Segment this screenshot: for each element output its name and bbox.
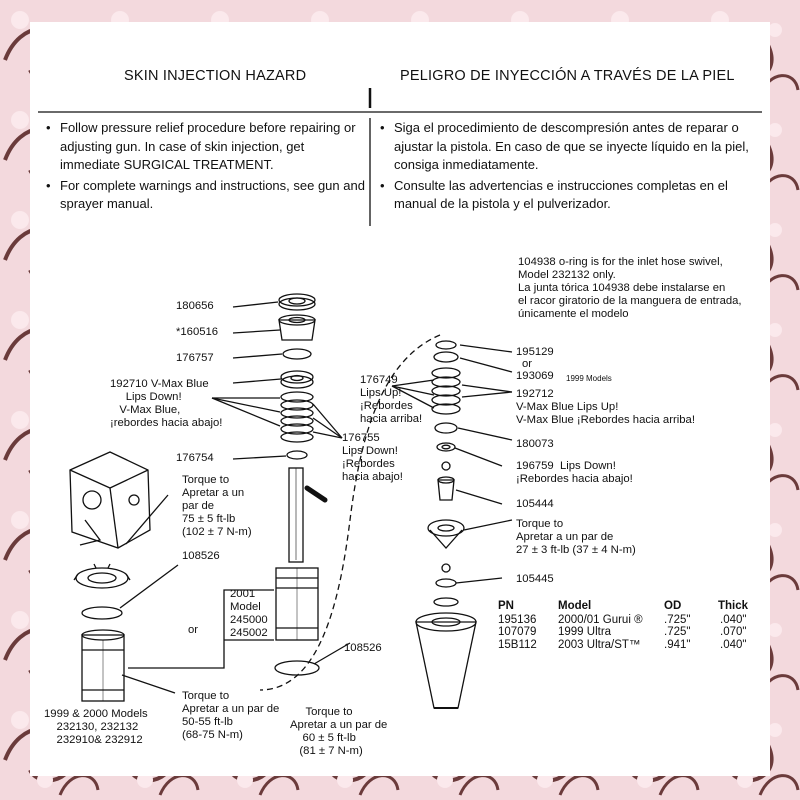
o-ring-108526a-icon [82, 607, 122, 619]
part-label-196759: 196759 Lips Down! ¡Rebordes hacia abajo! [516, 460, 633, 485]
o-ring-176757-icon [283, 349, 311, 359]
models-1999-note: 1999 & 2000 Models 232130, 232132 232910& 232912 [44, 708, 148, 746]
v-packings-192712-icon [432, 368, 460, 414]
o-ring-195129-icon [436, 341, 456, 349]
part-label-192710: 192710 V-Max Blue Lips Down! V-Max Blue, ¡rebordes hacia abajo! [110, 378, 223, 429]
cell-model: 2000/01 Gurui ® [558, 614, 643, 626]
warning-es-item: • Siga el procedimiento de descompresión antes de reparar o ajustar la pistola. En caso de que se inyecte líquido en la piel, consiga inmediatamente. [380, 119, 760, 175]
model-2001-note: 2001 Model 245000 245002 [230, 588, 268, 639]
torque-note-75: Torque to Apretar a un par de 75 ± 5 ft-lb (102 ± 7 N-m) [182, 474, 252, 538]
note-104938: 104938 o-ring is for the inlet hose swivel, Model 232132 only. La junta tórica 104938 debe instalarse en el racor giratorio de la manguera de entrada, únicamente el modelo [518, 256, 742, 320]
part-label-176755: 176755 Lips Down! ¡Rebordes hacia abajo! [342, 432, 403, 483]
cell-od: .725" [664, 626, 691, 639]
cell-od: .725" [664, 614, 691, 626]
seal-196759-icon [437, 443, 455, 451]
or-label-right: or [522, 358, 533, 370]
gland-176754-icon [287, 451, 307, 459]
ball-2-icon [442, 564, 450, 572]
cell-od: .941" [664, 638, 691, 651]
torque-note-27: Torque to Apretar a un par de 27 ± 3 ft-lb (37 ± 4 N-m) [516, 518, 636, 556]
nut-160516-icon [279, 315, 315, 340]
ball-icon [442, 462, 450, 470]
table-row [498, 626, 768, 638]
torque-note-60: Torque to Apretar a un par de 60 ± 5 ft-lb (81 ± 7 N-m) [290, 706, 388, 757]
part-label-105444: 105444 [516, 498, 554, 510]
part-label-108526-b: 108526 [344, 642, 382, 654]
cell-model: 1999 Ultra [558, 626, 612, 639]
cylinder-1999-icon [82, 630, 124, 701]
part-label-180656: 180656 [176, 300, 214, 312]
table-row [498, 639, 768, 651]
piston-rod-icon [289, 468, 325, 562]
piston-seat-icon [428, 520, 464, 548]
spec-table-header [498, 600, 768, 614]
torque-note-50-55: Torque to Apretar a un par de 50-55 ft-lb (68-75 N-m) [182, 690, 280, 741]
o-ring-105445-icon [436, 579, 456, 587]
o-ring-spec-icon [434, 598, 458, 606]
col-model: Model [558, 600, 592, 612]
v-packings-192710-icon [281, 392, 313, 442]
part-label-192712: 192712 V-Max Blue Lips Up! V-Max Blue ¡Rebordes hacia arriba! [516, 388, 695, 426]
warning-en-item: • Follow pressure relief procedure before repairing or adjusting gun. In case of skin injection, get immediate SURGICAL TREATMENT. [46, 119, 366, 175]
hazard-title-en: SKIN INJECTION HAZARD [124, 68, 307, 84]
o-ring-spec-table [498, 600, 768, 651]
foot-valve-housing-icon [416, 613, 476, 708]
col-thick: Thick [718, 600, 749, 612]
part-label-176757: 176757 [176, 352, 214, 364]
o-ring-193069-icon [434, 352, 458, 362]
part-label-176749: 176749 Lips Up! ¡Rebordes hacia arriba! [360, 374, 423, 425]
warning-es-item: • Consulte las advertencias e instrucciones completas en el manual de la pistola y el pulverizador. [380, 177, 760, 214]
cell-pn: 107079 [498, 626, 537, 639]
cell-thick: .040" [720, 614, 747, 626]
pump-housing-icon [70, 452, 150, 548]
or-label-left: or [188, 624, 199, 636]
part-label-193069: 193069 [516, 370, 554, 382]
locknut-icon [74, 564, 130, 588]
part-label-105445: 105445 [516, 573, 554, 585]
cell-pn: 195136 [498, 614, 537, 626]
cylinder-2001-icon [276, 568, 318, 640]
col-pn: PN [498, 600, 514, 612]
cell-pn: 15B112 [498, 638, 537, 651]
col-od: OD [664, 600, 682, 612]
warning-en-item: • For complete warnings and instructions, see gun and sprayer manual. [46, 177, 366, 214]
note-1999-models: 1999 Models [566, 374, 612, 383]
washer-180656-icon [279, 294, 315, 310]
hazard-title-es: PELIGRO DE INYECCIÓN A TRAVÉS DE LA PIEL [400, 68, 735, 84]
part-label-176754: 176754 [176, 452, 214, 464]
o-ring-108526b-icon [275, 661, 319, 675]
cell-model: 2003 Ultra/ST™ [558, 638, 641, 651]
cell-thick: .070" [720, 626, 747, 639]
table-row [498, 614, 768, 626]
bearing-icon [281, 371, 313, 388]
part-label-180073: 180073 [516, 438, 554, 450]
gland-180073-icon [435, 423, 457, 433]
valve-105444-icon [438, 477, 454, 500]
part-label-108526-a: 108526 [182, 550, 220, 562]
part-label-195129: 195129 [516, 346, 554, 358]
cell-thick: .040" [720, 638, 747, 651]
part-label-160516: *160516 [176, 326, 219, 338]
